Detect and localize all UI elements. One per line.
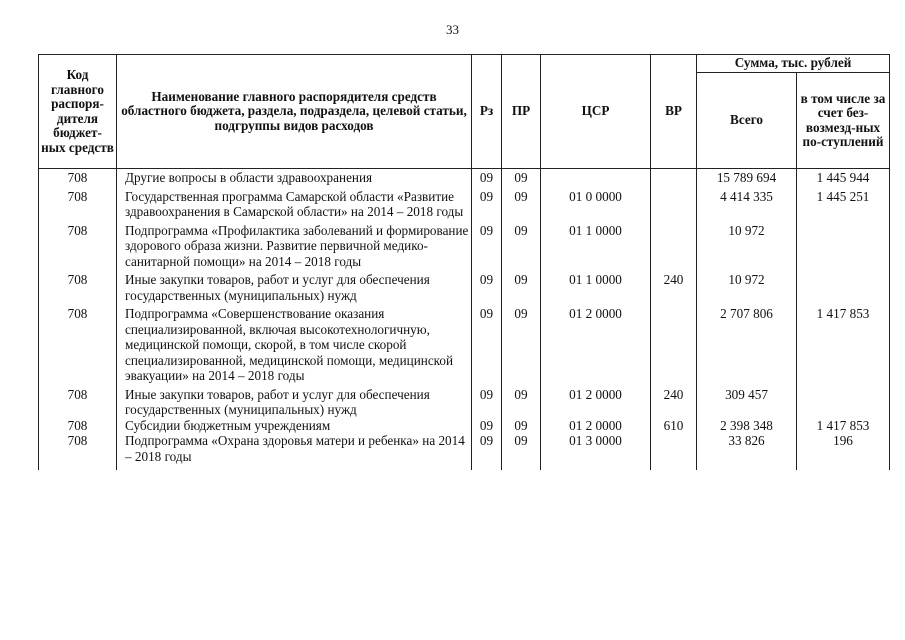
cell-name: Подпрограмма «Профилактика заболеваний и формирование здорового образа жизни. Развитие первичной медико-санитарной помощи» на 2014 – 2018 годы bbox=[117, 220, 472, 270]
table-row bbox=[39, 433, 890, 470]
header-total: Всего bbox=[697, 73, 797, 169]
cell-vr bbox=[651, 186, 697, 220]
cell-pr: 09 bbox=[502, 418, 541, 434]
cell-name: Иные закупки товаров, работ и услуг для обеспечения государственных (муниципальных) нужд bbox=[117, 269, 472, 303]
cell-total: 10 972 bbox=[697, 220, 797, 270]
cell-vr bbox=[651, 433, 697, 470]
cell-pr: 09 bbox=[502, 433, 541, 470]
cell-rz: 09 bbox=[472, 433, 502, 470]
table-header bbox=[39, 55, 890, 169]
cell-vr bbox=[651, 303, 697, 384]
cell-vr: 240 bbox=[651, 384, 697, 418]
header-csr: ЦСР bbox=[541, 55, 651, 169]
cell-rz: 09 bbox=[472, 220, 502, 270]
budget-table bbox=[38, 54, 890, 470]
cell-rz: 09 bbox=[472, 418, 502, 434]
cell-code: 708 bbox=[39, 269, 117, 303]
cell-including bbox=[797, 220, 890, 270]
cell-csr: 01 2 0000 bbox=[541, 384, 651, 418]
cell-total: 4 414 335 bbox=[697, 186, 797, 220]
table-row bbox=[39, 169, 890, 186]
table-row bbox=[39, 418, 890, 434]
table-row bbox=[39, 269, 890, 303]
cell-including: 1 417 853 bbox=[797, 418, 890, 434]
cell-code: 708 bbox=[39, 169, 117, 186]
cell-including bbox=[797, 384, 890, 418]
cell-name: Государственная программа Самарской области «Развитие здравоохранения в Самарской области» на 2014 – 2018 годы bbox=[117, 186, 472, 220]
page-number: 33 bbox=[446, 22, 459, 37]
header-code: Код главного распоря-дителя бюджет-ных средств bbox=[39, 55, 117, 169]
cell-vr: 240 bbox=[651, 269, 697, 303]
cell-rz: 09 bbox=[472, 186, 502, 220]
cell-name: Иные закупки товаров, работ и услуг для обеспечения государственных (муниципальных) нужд bbox=[117, 384, 472, 418]
cell-csr: 01 1 0000 bbox=[541, 269, 651, 303]
cell-total: 2 398 348 bbox=[697, 418, 797, 434]
cell-code: 708 bbox=[39, 384, 117, 418]
cell-pr: 09 bbox=[502, 384, 541, 418]
cell-total: 2 707 806 bbox=[697, 303, 797, 384]
cell-csr bbox=[541, 169, 651, 186]
cell-including: 1 445 251 bbox=[797, 186, 890, 220]
table-row bbox=[39, 303, 890, 384]
cell-name: Субсидии бюджетным учреждениям bbox=[117, 418, 472, 434]
cell-code: 708 bbox=[39, 186, 117, 220]
cell-pr: 09 bbox=[502, 169, 541, 186]
cell-pr: 09 bbox=[502, 269, 541, 303]
cell-csr: 01 0 0000 bbox=[541, 186, 651, 220]
cell-code: 708 bbox=[39, 433, 117, 470]
table-row bbox=[39, 384, 890, 418]
cell-including: 1 417 853 bbox=[797, 303, 890, 384]
table-body bbox=[39, 169, 890, 471]
cell-vr: 610 bbox=[651, 418, 697, 434]
cell-pr: 09 bbox=[502, 186, 541, 220]
cell-total: 309 457 bbox=[697, 384, 797, 418]
cell-rz: 09 bbox=[472, 303, 502, 384]
cell-vr bbox=[651, 220, 697, 270]
cell-rz: 09 bbox=[472, 384, 502, 418]
header-including: в том числе за счет без-возмезд-ных по-ступлений bbox=[797, 73, 890, 169]
header-name: Наименование главного распорядителя средств областного бюджета, раздела, подраздела, целевой статьи, подгруппы видов расходов bbox=[117, 55, 472, 169]
cell-vr bbox=[651, 169, 697, 186]
cell-rz: 09 bbox=[472, 169, 502, 186]
cell-including: 196 bbox=[797, 433, 890, 470]
cell-pr: 09 bbox=[502, 303, 541, 384]
header-sum-group: Сумма, тыс. рублей bbox=[697, 55, 890, 73]
header-pr: ПР bbox=[502, 55, 541, 169]
cell-total: 33 826 bbox=[697, 433, 797, 470]
cell-name: Подпрограмма «Охрана здоровья матери и ребенка» на 2014 – 2018 годы bbox=[117, 433, 472, 470]
cell-csr: 01 2 0000 bbox=[541, 303, 651, 384]
cell-total: 15 789 694 bbox=[697, 169, 797, 186]
cell-total: 10 972 bbox=[697, 269, 797, 303]
cell-code: 708 bbox=[39, 220, 117, 270]
cell-name: Другие вопросы в области здравоохранения bbox=[117, 169, 472, 186]
cell-name: Подпрограмма «Совершенствование оказания специализированной, включая высокотехнологичную, медицинской помощи, скорой, в том числе скорой специализированной, медицинской помощи, медицинской эвакуации» на 2014 – 2018 годы bbox=[117, 303, 472, 384]
cell-csr: 01 1 0000 bbox=[541, 220, 651, 270]
header-rz: Рз bbox=[472, 55, 502, 169]
cell-csr: 01 2 0000 bbox=[541, 418, 651, 434]
cell-including bbox=[797, 269, 890, 303]
cell-including: 1 445 944 bbox=[797, 169, 890, 186]
cell-code: 708 bbox=[39, 303, 117, 384]
cell-csr: 01 3 0000 bbox=[541, 433, 651, 470]
table-row bbox=[39, 186, 890, 220]
cell-code: 708 bbox=[39, 418, 117, 434]
table-row bbox=[39, 220, 890, 270]
cell-rz: 09 bbox=[472, 269, 502, 303]
header-vr: ВР bbox=[651, 55, 697, 169]
cell-pr: 09 bbox=[502, 220, 541, 270]
